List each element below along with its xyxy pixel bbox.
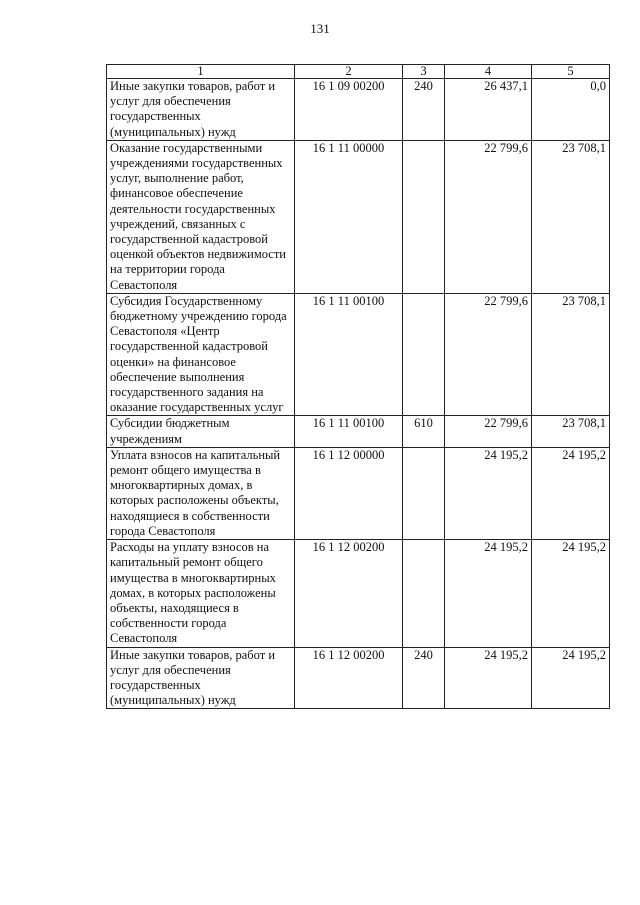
row-value-1: 22 799,6 <box>445 416 532 447</box>
row-expense-type: 240 <box>403 647 445 709</box>
row-expense-type <box>403 447 445 539</box>
row-expense-type <box>403 293 445 416</box>
table-row <box>107 540 610 647</box>
header-cell-5: 5 <box>532 65 610 79</box>
header-cell-3: 3 <box>403 65 445 79</box>
row-code: 16 1 12 00000 <box>295 447 403 539</box>
header-row <box>107 65 610 79</box>
row-expense-type: 240 <box>403 79 445 141</box>
row-expense-type <box>403 540 445 647</box>
row-name: Иные закупки товаров, работ и услуг для обеспечения государственных (муниципальных) нужд <box>107 79 295 141</box>
row-value-2: 24 195,2 <box>532 647 610 709</box>
budget-table <box>106 64 610 709</box>
header-cell-1: 1 <box>107 65 295 79</box>
row-value-1: 24 195,2 <box>445 647 532 709</box>
row-code: 16 1 12 00200 <box>295 540 403 647</box>
table-row <box>107 79 610 141</box>
row-code: 16 1 09 00200 <box>295 79 403 141</box>
table-row <box>107 416 610 447</box>
header-cell-4: 4 <box>445 65 532 79</box>
row-value-1: 24 195,2 <box>445 447 532 539</box>
row-value-2: 23 708,1 <box>532 416 610 447</box>
row-name: Оказание государственными учреждениями государственных услуг, выполнение работ, финансовое обеспечение деятельности государственных учреждений, связанных с государственной кадастровой оценкой объектов недвижимости на территории города Севастополя <box>107 140 295 293</box>
row-code: 16 1 11 00100 <box>295 416 403 447</box>
row-name: Уплата взносов на капитальный ремонт общего имущества в многоквартирных домах, в которых расположены объекты, находящиеся в собственности города Севастополя <box>107 447 295 539</box>
table-row <box>107 140 610 293</box>
row-value-1: 26 437,1 <box>445 79 532 141</box>
row-name: Субсидии бюджетным учреждениям <box>107 416 295 447</box>
row-name: Расходы на уплату взносов на капитальный ремонт общего имущества в многоквартирных домах, в которых расположены объекты, находящиеся в собственности города Севастополя <box>107 540 295 647</box>
row-value-2: 0,0 <box>532 79 610 141</box>
row-name: Иные закупки товаров, работ и услуг для обеспечения государственных (муниципальных) нужд <box>107 647 295 709</box>
row-code: 16 1 12 00200 <box>295 647 403 709</box>
row-value-1: 24 195,2 <box>445 540 532 647</box>
row-value-1: 22 799,6 <box>445 293 532 416</box>
row-value-1: 22 799,6 <box>445 140 532 293</box>
row-name: Субсидия Государственному бюджетному учреждению города Севастополя «Центр государственной кадастровой оценки» на финансовое обеспечение выполнения государственного задания на оказание государственных услуг <box>107 293 295 416</box>
header-cell-2: 2 <box>295 65 403 79</box>
row-expense-type <box>403 140 445 293</box>
page-number: 131 <box>310 21 330 36</box>
row-code: 16 1 11 00100 <box>295 293 403 416</box>
row-code: 16 1 11 00000 <box>295 140 403 293</box>
row-value-2: 24 195,2 <box>532 540 610 647</box>
table-row <box>107 293 610 416</box>
table-row <box>107 647 610 709</box>
row-value-2: 23 708,1 <box>532 293 610 416</box>
table-row <box>107 447 610 539</box>
row-value-2: 23 708,1 <box>532 140 610 293</box>
row-value-2: 24 195,2 <box>532 447 610 539</box>
row-expense-type: 610 <box>403 416 445 447</box>
